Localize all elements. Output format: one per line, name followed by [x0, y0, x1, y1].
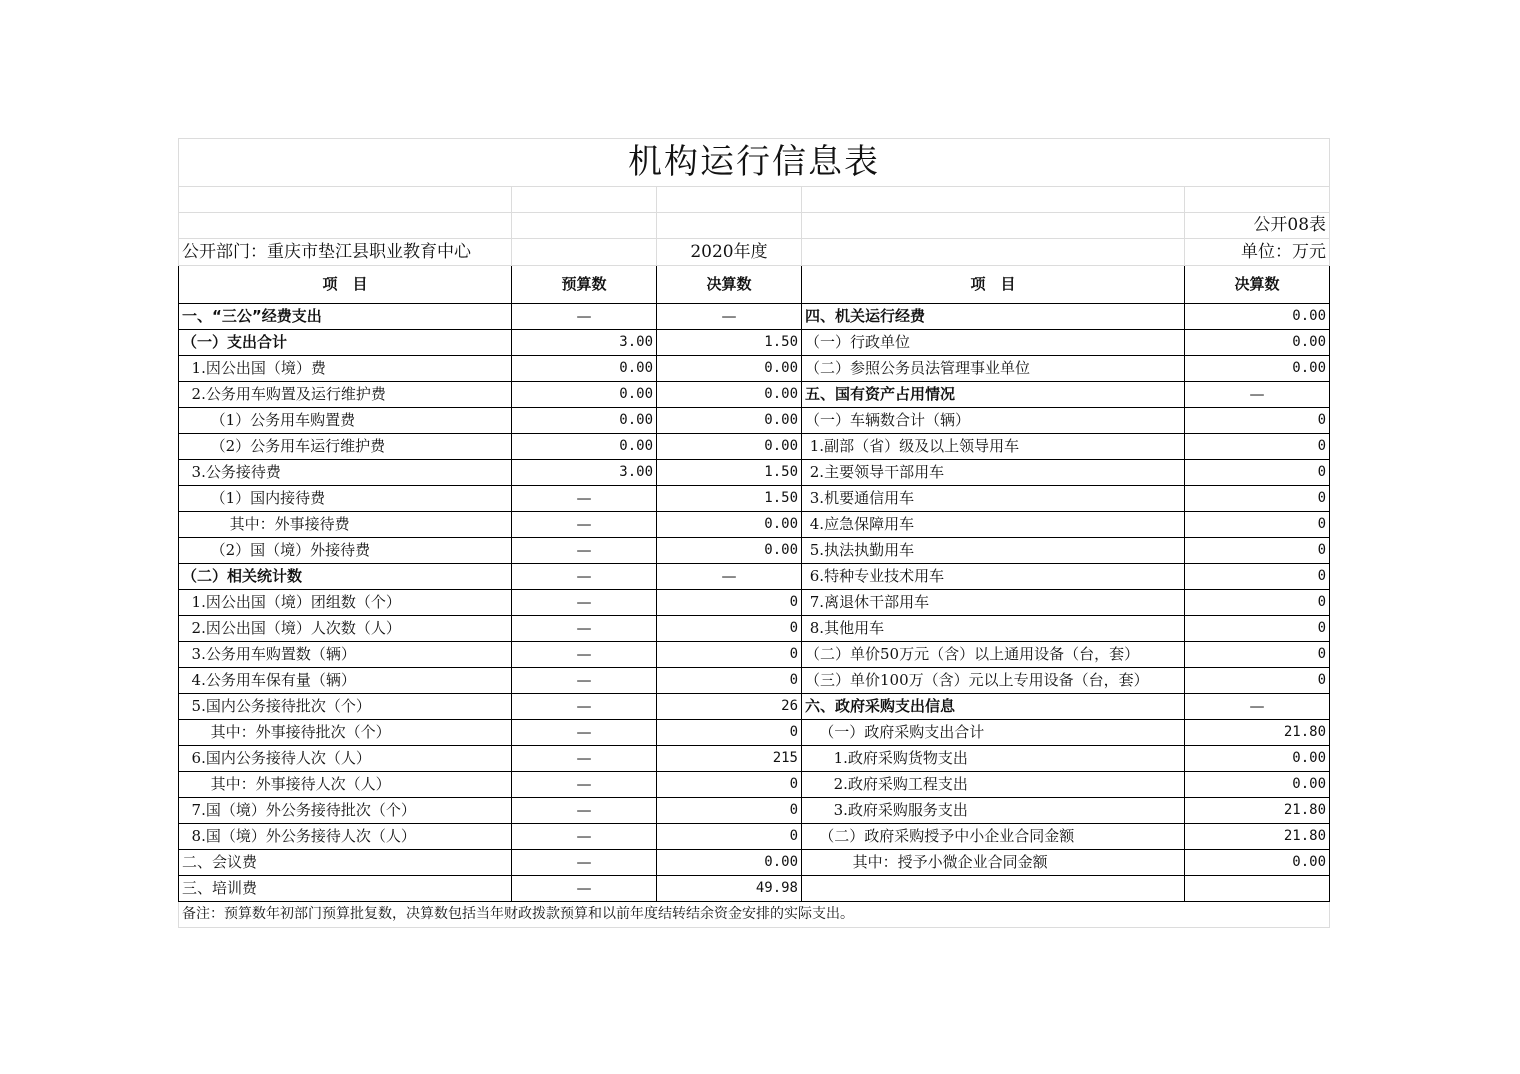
table-row	[179, 772, 1330, 798]
table-row	[179, 382, 1330, 408]
right-final-cell: 0	[1185, 616, 1330, 642]
right-item-cell: 2.政府采购工程支出	[802, 772, 1185, 798]
left-item-cell: 其中：外事接待费	[179, 512, 512, 538]
right-final-cell: 0.00	[1185, 746, 1330, 772]
left-item-cell: 3.公务接待费	[179, 460, 512, 486]
table-row	[179, 668, 1330, 694]
budget-cell: 0.00	[512, 356, 657, 382]
final-cell: 0	[657, 642, 802, 668]
right-item-cell: 2.主要领导干部用车	[802, 460, 1185, 486]
table-row	[179, 512, 1330, 538]
left-item-cell: 二、会议费	[179, 850, 512, 876]
table-row	[179, 850, 1330, 876]
right-item-cell: 5.执法执勤用车	[802, 538, 1185, 564]
right-item-cell: （二）参照公务员法管理事业单位	[802, 356, 1185, 382]
right-item-cell: 1.政府采购货物支出	[802, 746, 1185, 772]
right-final-cell: 0.00	[1185, 772, 1330, 798]
final-cell: 0	[657, 668, 802, 694]
right-final-cell: 0.00	[1185, 304, 1330, 330]
right-final-cell: 0	[1185, 434, 1330, 460]
left-item-cell: （1）公务用车购置费	[179, 408, 512, 434]
left-item-cell: （2）国（境）外接待费	[179, 538, 512, 564]
page-title: 机构运行信息表	[179, 139, 1330, 187]
left-item-cell: 7.国（境）外公务接待批次（个）	[179, 798, 512, 824]
budget-cell: —	[512, 824, 657, 850]
final-cell: 0.00	[657, 512, 802, 538]
final-cell: 215	[657, 746, 802, 772]
table-code: 公开08表	[1185, 213, 1330, 239]
left-item-cell: 其中：外事接待批次（个）	[179, 720, 512, 746]
budget-cell: —	[512, 564, 657, 590]
budget-cell: —	[512, 850, 657, 876]
final-cell: 0	[657, 772, 802, 798]
budget-cell: —	[512, 746, 657, 772]
left-item-cell: 6.国内公务接待人次（人）	[179, 746, 512, 772]
table-row	[179, 356, 1330, 382]
right-item-cell: 3.机要通信用车	[802, 486, 1185, 512]
table-row	[179, 642, 1330, 668]
table-row	[179, 408, 1330, 434]
budget-cell: —	[512, 590, 657, 616]
final-cell: 0.00	[657, 408, 802, 434]
final-cell: 0	[657, 616, 802, 642]
header-final: 决算数	[657, 266, 802, 304]
left-item-cell: 1.因公出国（境）团组数（个）	[179, 590, 512, 616]
table-row	[179, 564, 1330, 590]
final-cell: 49.98	[657, 876, 802, 902]
left-item-cell: 5.国内公务接待批次（个）	[179, 694, 512, 720]
budget-cell: 0.00	[512, 382, 657, 408]
right-final-cell: 21.80	[1185, 798, 1330, 824]
right-final-cell: 21.80	[1185, 720, 1330, 746]
left-item-cell: （2）公务用车运行维护费	[179, 434, 512, 460]
final-cell: 0	[657, 590, 802, 616]
left-item-cell: （一）支出合计	[179, 330, 512, 356]
table-row	[179, 876, 1330, 902]
right-final-cell: 0	[1185, 512, 1330, 538]
table-row	[179, 486, 1330, 512]
right-item-cell: 四、机关运行经费	[802, 304, 1185, 330]
table-row	[179, 746, 1330, 772]
left-item-cell: 2.因公出国（境）人次数（人）	[179, 616, 512, 642]
right-item-cell: （一）行政单位	[802, 330, 1185, 356]
right-final-cell: 0.00	[1185, 850, 1330, 876]
final-cell: 0.00	[657, 538, 802, 564]
right-final-cell	[1185, 876, 1330, 902]
table-row	[179, 694, 1330, 720]
footnote: 备注：预算数年初部门预算批复数，决算数包括当年财政拨款预算和以前年度结转结余资金安排的实际支出。	[179, 902, 1330, 928]
table-row	[179, 590, 1330, 616]
right-item-cell: 7.离退休干部用车	[802, 590, 1185, 616]
final-cell: 0.00	[657, 356, 802, 382]
final-cell: 0.00	[657, 382, 802, 408]
right-final-cell: 0	[1185, 486, 1330, 512]
budget-cell: —	[512, 642, 657, 668]
table-row	[179, 460, 1330, 486]
final-cell: 0.00	[657, 850, 802, 876]
header-right-item: 项 目	[802, 266, 1185, 304]
budget-cell: —	[512, 668, 657, 694]
left-item-cell: 3.公务用车购置数（辆）	[179, 642, 512, 668]
right-item-cell: （一）政府采购支出合计	[802, 720, 1185, 746]
table-row	[179, 824, 1330, 850]
budget-cell: —	[512, 876, 657, 902]
final-cell: 0	[657, 798, 802, 824]
table-row	[179, 538, 1330, 564]
budget-cell: —	[512, 538, 657, 564]
department-label: 公开部门：重庆市垫江县职业教育中心	[179, 239, 512, 266]
fiscal-year: 2020年度	[657, 239, 802, 266]
header-left-item: 项 目	[179, 266, 512, 304]
right-item-cell: 其中：授予小微企业合同金额	[802, 850, 1185, 876]
budget-cell: —	[512, 798, 657, 824]
header-right-final: 决算数	[1185, 266, 1330, 304]
table-row	[179, 434, 1330, 460]
budget-cell: 3.00	[512, 330, 657, 356]
final-cell: 0	[657, 720, 802, 746]
table-row	[179, 330, 1330, 356]
table-row	[179, 720, 1330, 746]
right-item-cell: 6.特种专业技术用车	[802, 564, 1185, 590]
left-item-cell: 2.公务用车购置及运行维护费	[179, 382, 512, 408]
final-cell: 1.50	[657, 460, 802, 486]
right-item-cell: 1.副部（省）级及以上领导用车	[802, 434, 1185, 460]
final-cell: 1.50	[657, 330, 802, 356]
table-header-row	[179, 266, 1330, 304]
right-final-cell: 0.00	[1185, 330, 1330, 356]
budget-cell: —	[512, 304, 657, 330]
right-final-cell: 0	[1185, 408, 1330, 434]
table-row	[179, 616, 1330, 642]
table-row	[179, 304, 1330, 330]
budget-cell: —	[512, 772, 657, 798]
right-final-cell: 0	[1185, 538, 1330, 564]
budget-cell: 0.00	[512, 434, 657, 460]
final-cell: 0	[657, 824, 802, 850]
right-final-cell: 0	[1185, 460, 1330, 486]
right-final-cell: 0.00	[1185, 356, 1330, 382]
institution-operation-table	[178, 138, 1330, 928]
right-item-cell: （二）政府采购授予中小企业合同金额	[802, 824, 1185, 850]
final-cell: —	[657, 304, 802, 330]
right-final-cell: —	[1185, 382, 1330, 408]
left-item-cell: （二）相关统计数	[179, 564, 512, 590]
right-final-cell: 21.80	[1185, 824, 1330, 850]
right-item-cell: （三）单价100万（含）元以上专用设备（台，套）	[802, 668, 1185, 694]
right-final-cell: 0	[1185, 590, 1330, 616]
final-cell: 26	[657, 694, 802, 720]
budget-cell: —	[512, 512, 657, 538]
right-item-cell: 4.应急保障用车	[802, 512, 1185, 538]
left-item-cell: 三、培训费	[179, 876, 512, 902]
right-item-cell: 六、政府采购支出信息	[802, 694, 1185, 720]
right-item-cell: 3.政府采购服务支出	[802, 798, 1185, 824]
final-cell: 1.50	[657, 486, 802, 512]
right-item-cell: （一）车辆数合计（辆）	[802, 408, 1185, 434]
left-item-cell: 1.因公出国（境）费	[179, 356, 512, 382]
report-sheet	[178, 138, 1329, 928]
right-item-cell: 8.其他用车	[802, 616, 1185, 642]
budget-cell: —	[512, 616, 657, 642]
right-final-cell: —	[1185, 694, 1330, 720]
budget-cell: 3.00	[512, 460, 657, 486]
left-item-cell: 4.公务用车保有量（辆）	[179, 668, 512, 694]
right-final-cell: 0	[1185, 564, 1330, 590]
header-budget: 预算数	[512, 266, 657, 304]
final-cell: —	[657, 564, 802, 590]
left-item-cell: 一、“三公”经费支出	[179, 304, 512, 330]
left-item-cell: （1）国内接待费	[179, 486, 512, 512]
left-item-cell: 8.国（境）外公务接待人次（人）	[179, 824, 512, 850]
unit-label: 单位：万元	[1185, 239, 1330, 266]
right-final-cell: 0	[1185, 642, 1330, 668]
table-row	[179, 798, 1330, 824]
budget-cell: —	[512, 720, 657, 746]
budget-cell: —	[512, 486, 657, 512]
budget-cell: —	[512, 694, 657, 720]
left-item-cell: 其中：外事接待人次（人）	[179, 772, 512, 798]
budget-cell: 0.00	[512, 408, 657, 434]
right-item-cell: （二）单价50万元（含）以上通用设备（台，套）	[802, 642, 1185, 668]
right-final-cell: 0	[1185, 668, 1330, 694]
final-cell: 0.00	[657, 434, 802, 460]
right-item-cell: 五、国有资产占用情况	[802, 382, 1185, 408]
right-item-cell	[802, 876, 1185, 902]
